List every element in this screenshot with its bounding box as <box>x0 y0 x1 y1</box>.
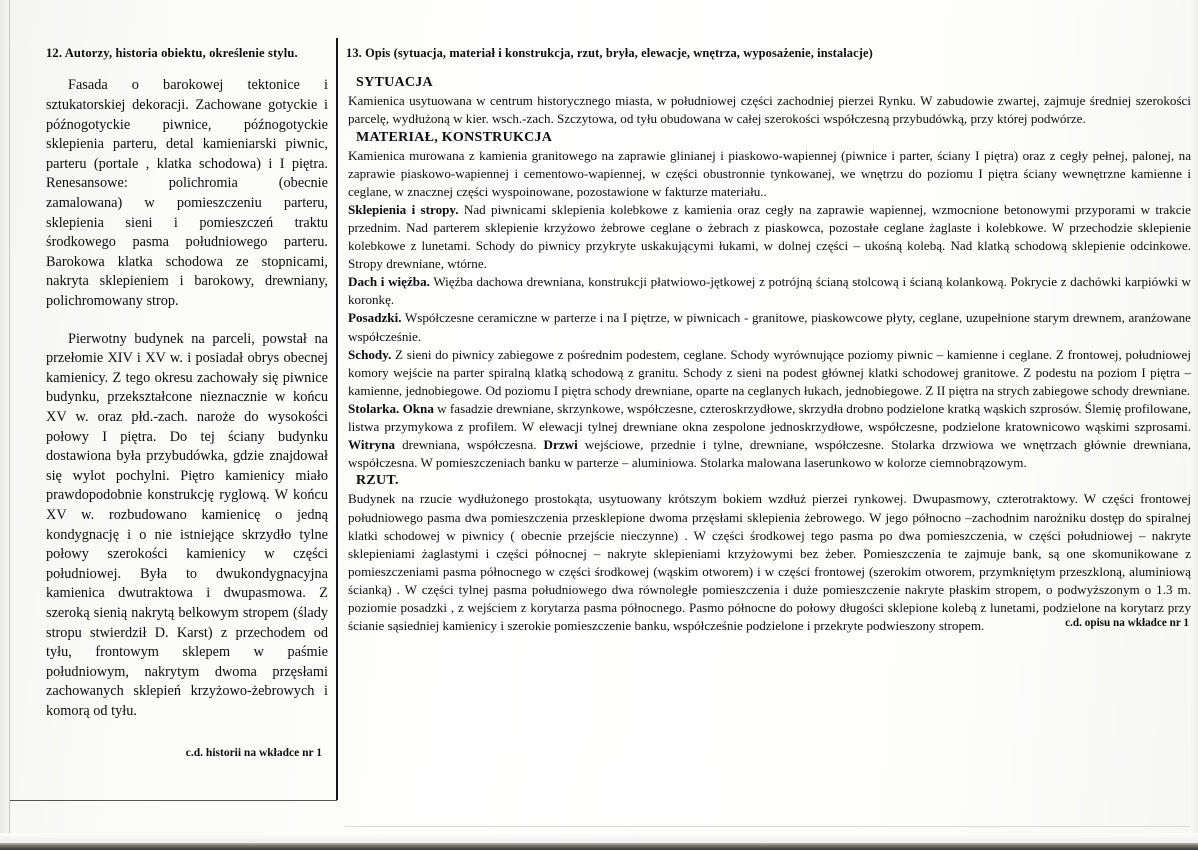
subsection-lead-posadzki: Posadzki. <box>348 310 402 326</box>
subsection-lead-witryna: Witryna <box>348 437 396 453</box>
subsection-lead-okna: Okna <box>399 400 434 416</box>
left-column-bottom-rule <box>10 800 337 801</box>
subsection-lead-dach-i-wiezba: Dach i więźba. <box>348 274 430 290</box>
field-13-continuation-note: c.d. opisu na wkładce nr 1 <box>1065 617 1189 630</box>
section-title-material-konstrukcja: MATERIAŁ, KONSTRUKCJA <box>356 129 553 145</box>
subsection-text-schody: Z sieni do piwnicy zabiegowe z pośrednim podestem, ceglane. Schody wyrównujące poziomy piwnic – kamienne i ceglane. Z frontowej, południowej komory wejście na parter spiralną klatką schodową z granitu. Schody z sieni na podest głównej klatki schodowej granitowe. Z podestu na poziom I piętra – kamienne, jednobiegowe. Od poziomu I piętra schody drewniane, oparte na ceglanych łukach, jednobiegowe. Z II piętra na strych zabiegowe schody drewniane. <box>348 346 1191 398</box>
subsection-lead-stolarka: Stolarka. <box>348 400 400 416</box>
subsection-dach-i-wiezba <box>346 273 1191 309</box>
right-column-bottom-rule <box>345 826 1190 827</box>
subsection-stolarka <box>346 400 1191 472</box>
subsection-text-stolarka-1: w fasadzie drewniane, skrzynkowe, współczesne, czteroskrzydłowe, skrzydła drobno podzielone kratką wąskich szprosów. Ślemię profilowane, listwa przymykowa z profilem. W elewacji tylnej drewniane okna zespolone jednoskrzydłowe, współczesne, podzielone kratownicowo wąskimi szprosami. <box>348 400 1191 435</box>
field-12-paragraph-1: Fasada o barokowej tektonice i sztukatorskiej dekoracji. Zachowane gotyckie i późnogotyckie piwnice, późnogotyckie sklepienia parteru, detal kamieniarski piwnic, parteru (portale , klatka schodowa) i I piętra. Renesansowe: polichromia (obecnie zamalowana) w pomieszczeniu parteru, sklepienia sieni i pomieszczeń traktu środkowego pasma południowego parteru. Barokowa klatka schodowa ze stopnicami, nakryta sklepieniem i barokowy, drewniany, polichromowany strop. <box>46 77 328 309</box>
field-12-continuation-note: c.d. historii na wkładce nr 1 <box>185 747 322 760</box>
section-title-rzut: RZUT. <box>356 473 399 489</box>
field-12-column <box>46 46 328 759</box>
subsection-text-posadzki: Współczesne ceramiczne w parterze i na I piętrze, w piwnicach - granitowe, piaskowcowe płyty, ceglane, uzupełnione starym drewnem, aranżowane współcześnie. <box>348 310 1191 344</box>
subsection-posadzki <box>346 309 1191 345</box>
subsection-text-stolarka-3: wejściowe, przednie i tylne, drewniane, współczesne. Stolarka drzwiowa we wnętrzach głównie drewniana, współczesna. W pomieszczeniach banku w parterze – aluminiowa. Stolarka malowana laserunkowo w kolorze ciemnobrązowym. <box>348 437 1191 471</box>
field-12-body <box>46 76 328 721</box>
section-body-rzut: Budynek na rzucie wydłużonego prostokąta, usytuowany krótszym bokiem wzdłuż pierzei rynkowej. Dwupasmowy, czterotraktowy. W części frontowej południowego pasma dwa pomieszczenia przesklepione dwoma przęsłami sklepienia żebrowego. W jego północno –zachodnim narożniku dostęp do spiralnej klatki schodowej w piwnicy ( obecnie przejście nieczynne) . W części środkowej tego pasma po dwa pomieszczenia, w części południowej – nakryte sklepieniami żaglastymi i części północnej – nakryte sklepieniami krzyżowymi bez żeber. Pomieszczenia te zajmuje bank, są one skomunikowane z pomieszczeniami pasma północnego w części środkowej (wąskim otworem) i w części frontowej (szerokim otworem, przymkniętym przeszkloną, aluminiową ścianką) . W części tylnej pasma południowego dwa równoległe pomieszczenia i duże pomieszczenie nakryte płaskim stropem, o podwyższonym o 1.3 m. poziomie posadzki , z wejściem z korytarza pasma północnego. Pasmo północne do połowy długości sklepione kolebą z lunetami, podzielone na korytarz przy ścianie sąsiedniej kamienicy i szerokie pomieszczenie banku, współcześnie podzielone i przekryte podwieszony stropem. <box>348 491 1191 634</box>
field-12-heading: 12. Autorzy, historia obiektu, określenie stylu. <box>46 46 298 60</box>
field-13-body <box>346 74 1191 635</box>
subsection-schody <box>346 346 1191 400</box>
subsection-lead-sklepienia-i-stropy: Sklepienia i stropy. <box>348 201 459 217</box>
subsection-sklepienia-i-stropy <box>346 201 1191 273</box>
section-title-sytuacja: SYTUACJA <box>356 75 433 91</box>
field-13-column <box>346 46 1191 647</box>
subsection-text-sklepienia-i-stropy: Nad piwnicami sklepienia kolebkowe z kamienia oraz cegły na zaprawie wapiennej, wzmocnione betonowymi przyporami w trakcie przednim. Nad parterem sklepienie krzyżowo żebrowe ceglane o żebrach z piaskowca, pozostałe ceglane żaglaste i kolebkowe. W przechodzie sklepienie kolebkowe z lunetami. Schody do piwnicy przykryte uskakującymi łukami, w dolnej części – ukośną kolebą. Nad klatką schodową sklepienie odcinkowe. Stropy drewniane, wtórne. <box>348 201 1191 272</box>
section-body-material-konstrukcja: Kamienica murowana z kamienia granitowego na zaprawie glinianej i piaskowo-wapiennej (piwnice i parter, ściany I piętra) oraz z cegły pełnej, palonej, na zaprawie piaskowo-wapiennej i cementowo-wapiennej, w części obustronnie tynkowanej, we wnętrzu do poziomu I piętra ściany wewnętrzne kamienne i ceglane, w znacznej części wyspoinowane, pozostawione w fakturze materiału.. <box>348 147 1191 199</box>
subsection-text-dach-i-wiezba: Więźba dachowa drewniana, konstrukcji płatwiowo-jętkowej z potrójną ścianą stolcową i ścianą kolankową. Pokrycie z dachówki karpiówki w koronkę. <box>348 274 1191 308</box>
subsection-lead-drzwi: Drzwi <box>543 437 578 453</box>
subsection-lead-schody: Schody. <box>348 346 392 362</box>
field-12-paragraph-2: Pierwotny budynek na parceli, powstał na przełomie XIV i XV w. i posiadał obrys obecnej kamienicy. Z tego okresu zachowały się piwnice budynku, przekształcone nieznacznie w końcu XV w. oraz płd.-zach. naroże do wysokości połowy I piętra. Do tej ściany budynku dostawiona była przybudówka, gdzie znajdował się wylot pochylni. Piętro kamienicy miało prawdopodobnie konstrukcję ryglową. W końcu XV w. rozbudowano kamienicę o jedną kondygnację i o nie istniejące skrzydło tylne połowy szerokości kamienicy w części południowej. Była to dwukondygnacyjna kamienica dwutraktowa i dwupasmowa. Z szeroką sienią nakrytą belkowym stropem (ślady stropu stwierdził D. Karst) z przechodem od tyłu, frontowym sklepem w paśmie południowym, nakrytym dwoma przęsłami zachowanych sklepień krzyżowo-żebrowych i komorą od tyłu. <box>46 330 328 719</box>
section-body-sytuacja: Kamienica usytuowana w centrum historycznego miasta, w południowej części zachodniej pierzei Rynku. W zabudowie zwartej, zajmuje średniej szerokości parcelę, wydłużoną w kier. wsch.-zach. Szczytowa, od tyłu obudowana w całej szerokości współczesną przybudówką, przy której podwórze. <box>348 93 1191 127</box>
field-13-heading: 13. Opis (sytuacja, materiał i konstrukcja, rzut, bryła, elewacje, wnętrza, wyposażenie, instalacje) <box>346 46 873 60</box>
column-divider <box>336 38 338 800</box>
subsection-text-stolarka-2: drewniana, współczesna. <box>395 437 544 453</box>
